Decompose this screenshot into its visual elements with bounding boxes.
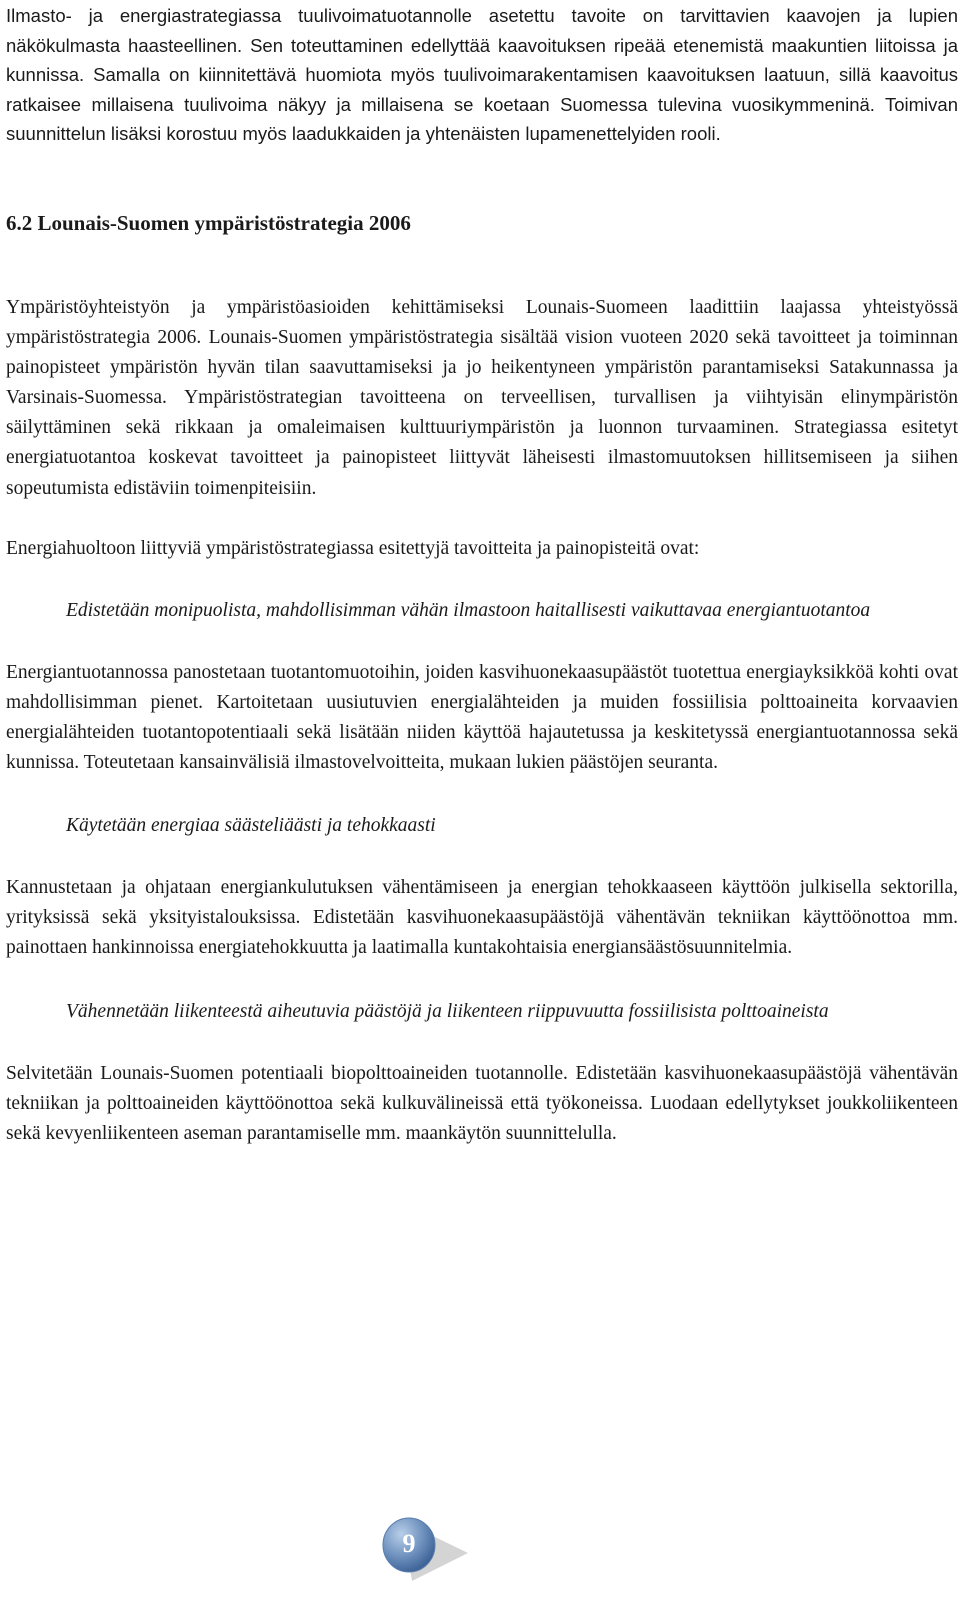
goal-text-energy-production: Energiantuotannossa panostetaan tuotantomuotoihin, joiden kasvihuonekaasupäästöt tuotettua energiayksikköä kohti ovat mahdollisimman pienet. Kartoitetaan uusiutuvien energialähteiden ja muiden fossiilisia polttoaineita korvaavien energialähteiden tuotantopotentiaali sekä lisätään niiden käyttöä hajautetussa ja keskitetyssä energiantuotannossa sekä kunnissa. Toteutetaan kansainvälisiä ilmastovelvoitteita, mukaan lukien päästöjen seuranta.	[6, 661, 958, 774]
goal-title-energy-production: Edistetään monipuolista, mahdollisimman vähän ilmastoon haitallisesti vaikuttavaa energiantuotantoa	[66, 599, 871, 621]
energy-goals-lead: Energiahuoltoon liittyviä ympäristöstrategiassa esitettyjä tavoitteita ja painopisteitä ovat:	[6, 537, 700, 559]
goal-text-energy-efficiency: Kannustetaan ja ohjataan energiankulutuksen vähentämiseen ja energian tehokkaaseen käyttöön julkisella sektorilla, yrityksissä sekä yksityistalouksissa. Edistetään kasvihuonekaasupäästöjä vähentävän tekniikan käyttöönottoa mm. painottaen hankinnoissa energiatehokkuutta ja laatimalla kuntakohtaisia energiansäästösuunnitelmia.	[6, 877, 958, 959]
section-heading: 6.2 Lounais-Suomen ympäristöstrategia 2006	[6, 210, 411, 235]
goal-text-traffic-emissions: Selvitetään Lounais-Suomen potentiaali biopolttoaineiden tuotannolle. Edistetään kasvihuonekaasupäästöjä vähentävän tekniikan ja polttoaineiden käyttöönottoa sekä kulkuvälineissä että työkoneissa. Luodaan edellytykset joukkoliikenteen sekä kevyenliikenteen aseman parantamiselle mm. maankäytön suunnittelulla.	[6, 1062, 958, 1144]
document-page	[6, 0, 958, 1149]
page-number-badge	[382, 1511, 470, 1583]
intro-paragraph: Ilmasto- ja energiastrategiassa tuulivoimatuotannolle asetettu tavoite on tarvittavien kaavojen ja lupien näkökulmasta haasteellinen. Sen toteuttaminen edellyttää kaavoituksen ripeää etenemistä maakuntien liitoissa ja kunnissa. Samalla on kiinnitettävä huomiota myös tuulivoimarakentamisen kaavoituksen laatuun, sillä kaavoitus ratkaisee millaisena tuulivoima näkyy ja millaisena se koetaan Suomessa tulevina vuosikymmeninä. Toimivan suunnittelun lisäksi korostuu myös laadukkaiden ja yhtenäisten lupamenettelyiden rooli.	[6, 5, 958, 145]
goal-title-energy-efficiency: Käytetään energiaa säästeliäästi ja tehokkaasti	[66, 815, 436, 837]
page-number: 9	[402, 1529, 416, 1558]
section-intro-paragraph: Ympäristöyhteistyön ja ympäristöasioiden kehittämiseksi Lounais-Suomeen laadittiin laajassa yhteistyössä ympäristöstrategia 2006. Lounais-Suomen ympäristöstrategia sisältää vision vuoteen 2020 sekä tavoitteet ja toiminnan painopisteet ympäristön hyvän tilan saavuttamiseksi ja jo heikentyneen ympäristön parantamiseksi Satakunnassa ja Varsinais-Suomessa. Ympäristöstrategian tavoitteena on terveellisen, turvallisen ja viihtyisän elinympäristön säilyttäminen sekä rikkaan ja omaleimaisen kulttuuriympäristön ja luonnon turvaaminen. Strategiassa esitetyt energiatuotantoa koskevat tavoitteet ja painopisteet liittyvät läheisesti ilmastomuutoksen hillitsemiseen ja siihen sopeutumista edistäviin toimenpiteisiin.	[6, 296, 958, 499]
goal-title-traffic-emissions: Vähennetään liikenteestä aiheutuvia päästöjä ja liikenteen riippuvuutta fossiilisista polttoaineista	[66, 1000, 829, 1022]
